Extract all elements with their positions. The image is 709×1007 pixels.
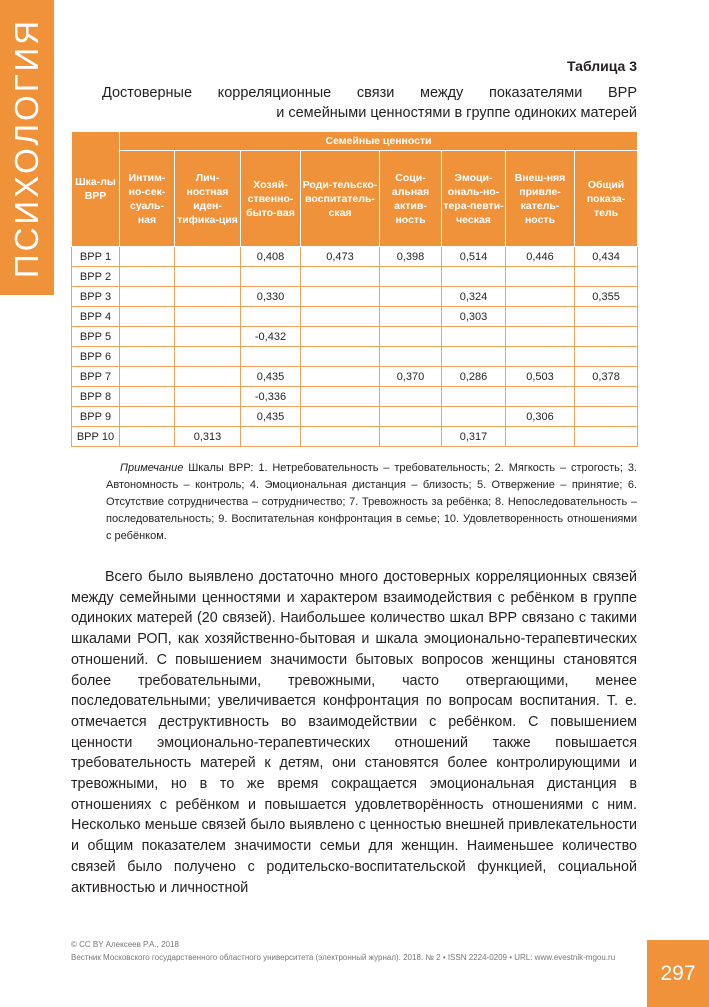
table-cell <box>241 267 301 287</box>
table-cell <box>380 347 442 367</box>
column-header: Общий показа-тель <box>575 151 638 247</box>
note-lead: Примечание <box>120 462 184 474</box>
table-row <box>72 327 638 347</box>
table-cell <box>175 307 241 327</box>
table-cell: 0,435 <box>241 367 301 387</box>
table-cell <box>442 327 506 347</box>
table-cell <box>175 247 241 267</box>
table-cell <box>442 387 506 407</box>
table-cell <box>120 427 175 447</box>
table-label: Таблица 3 <box>566 58 637 74</box>
table-cell <box>506 287 575 307</box>
group-header: Семейные ценности <box>120 132 638 151</box>
table-cell <box>120 327 175 347</box>
table-cell: 0,514 <box>442 247 506 267</box>
table-cell <box>575 347 638 367</box>
table-cell: 0,313 <box>175 427 241 447</box>
table-cell <box>301 327 380 347</box>
row-label: ВРР 8 <box>72 387 120 407</box>
table-cell: 0,286 <box>442 367 506 387</box>
row-label: ВРР 1 <box>72 247 120 267</box>
footer <box>71 938 615 964</box>
table-cell: 0,473 <box>301 247 380 267</box>
table-cell <box>380 307 442 327</box>
table-cell <box>575 327 638 347</box>
row-label: ВРР 10 <box>72 427 120 447</box>
table-cell <box>241 347 301 367</box>
row-label: ВРР 6 <box>72 347 120 367</box>
table-cell <box>442 267 506 287</box>
table-cell: 0,408 <box>241 247 301 267</box>
table-cell: 0,370 <box>380 367 442 387</box>
body-paragraph-text: Всего было выявлено достаточно много достоверных корреляционных связей между семейными ценностями и характером взаимодействия с ребёнком в группе одиноких матерей (20 связей). Наибольшее количество шкал ВРР связано с такими шкалами РОП, как хозяйственно-бытовая и шкала эмоционально-терапевтических отношений. С повышением значимости бытовых вопросов женщины становятся более требовательными, тревожными, часто отвергающими, менее последовательными; увеличивается конфронтация по вопросам воспитания. Т. е. отмечается деструктивность во взаимодействии с ребёнком. С повышением ценности эмоционально-терапевтических отношений также повышается требовательность матерей к детям, они становятся более контролирующими и тревожными, но в то же время сокращается эмоциональная дистанция в отношениях с ребёнком и повышается удовлетворённость отношениями с ним. Несколько меньше связей было выявлено с ценностью внешней привлекательности и общим показателем значимости семьи для женщин. Наименьшее количество связей было получено с родительско-воспитательской функцией, социальной активностью и личностной <box>71 569 637 896</box>
table-cell <box>241 307 301 327</box>
column-header: Внеш-няя привле-катель-ность <box>506 151 575 247</box>
table-row <box>72 367 638 387</box>
table-cell <box>575 427 638 447</box>
body-paragraph <box>71 567 637 898</box>
table-cell <box>120 287 175 307</box>
table-cell <box>506 327 575 347</box>
table-note <box>106 460 637 545</box>
table-row <box>72 267 638 287</box>
column-header: Роди-тельско-воспитатель-ская <box>301 151 380 247</box>
table-cell: 0,330 <box>241 287 301 307</box>
table-cell <box>506 267 575 287</box>
table-cell <box>442 347 506 367</box>
table-cell: 0,317 <box>442 427 506 447</box>
table-cell <box>175 387 241 407</box>
table-row <box>72 387 638 407</box>
table-caption-line-1: Достоверные корреляционные связи между показателями ВРР <box>102 85 637 101</box>
table-cell <box>175 407 241 427</box>
table-cell <box>120 347 175 367</box>
table-cell: 0,398 <box>380 247 442 267</box>
row-label: ВРР 2 <box>72 267 120 287</box>
table-cell <box>120 367 175 387</box>
column-header: Соци-альная актив-ность <box>380 151 442 247</box>
table-cell: 0,306 <box>506 407 575 427</box>
table-cell: 0,303 <box>442 307 506 327</box>
section-title-text: ПСИХОЛОГИЯ <box>8 17 46 278</box>
table-cell <box>301 367 380 387</box>
table-cell <box>175 287 241 307</box>
table-cell: 0,446 <box>506 247 575 267</box>
table-cell: 0,324 <box>442 287 506 307</box>
table-cell <box>301 267 380 287</box>
table-cell <box>301 407 380 427</box>
table-caption <box>102 83 637 123</box>
table-cell <box>175 267 241 287</box>
table-cell <box>120 387 175 407</box>
table-row <box>72 247 638 267</box>
column-header: Лич-ностная иден-тифика-ция <box>175 151 241 247</box>
table-cell <box>575 407 638 427</box>
column-header: Эмоци-ональ-но-тера-певти-ческая <box>442 151 506 247</box>
table-cell <box>506 307 575 327</box>
table-cell: 0,434 <box>575 247 638 267</box>
table-cell <box>380 387 442 407</box>
table-cell <box>380 287 442 307</box>
table-cell <box>175 367 241 387</box>
table-cell <box>575 387 638 407</box>
page-number: 297 <box>647 940 709 1007</box>
table-cell <box>575 267 638 287</box>
table-cell <box>380 267 442 287</box>
table-cell: -0,432 <box>241 327 301 347</box>
table-cell <box>380 327 442 347</box>
table-cell: -0,336 <box>241 387 301 407</box>
table-cell <box>442 407 506 427</box>
table-cell <box>120 247 175 267</box>
footer-journal: Вестник Московского государственного областного университета (электронный журнал). 2018. № 2 • ISSN 2224-0209 • URL: www.evestnik-mgou.ru <box>71 953 616 962</box>
table-cell <box>380 427 442 447</box>
table-cell <box>301 387 380 407</box>
table-cell <box>506 347 575 367</box>
table-cell <box>380 407 442 427</box>
table-cell: 0,378 <box>575 367 638 387</box>
table-cell <box>575 307 638 327</box>
row-label: ВРР 9 <box>72 407 120 427</box>
scale-header: Шка-лы ВРР <box>72 132 120 247</box>
table-cell <box>301 307 380 327</box>
table-row <box>72 347 638 367</box>
table-cell <box>120 307 175 327</box>
table-row <box>72 287 638 307</box>
note-text: Шкалы ВРР: 1. Нетребовательность – требовательность; 2. Мягкость – строгость; 3. Автономность – контроль; 4. Эмоциональная дистанция – близость; 5. Отвержение – принятие; 6. Отсутствие сотрудничества – сотрудничество; 7. Тревожность за ребёнка; 8. Непоследовательность – последовательность; 9. Воспитательная конфронтация в семье; 10. Удовлетворенность отношениями с ребёнком. <box>106 462 637 542</box>
table-cell: 0,435 <box>241 407 301 427</box>
section-title-vertical <box>0 0 54 295</box>
table-cell <box>175 327 241 347</box>
table-row <box>72 407 638 427</box>
table-cell: 0,503 <box>506 367 575 387</box>
row-label: ВРР 7 <box>72 367 120 387</box>
footer-license: © CC BY Алексеев Р.А., 2018 <box>71 940 179 949</box>
table-caption-line-2: и семейными ценностями в группе одиноких матерей <box>276 105 637 121</box>
row-label: ВРР 4 <box>72 307 120 327</box>
row-label: ВРР 3 <box>72 287 120 307</box>
table-cell <box>120 267 175 287</box>
table-cell: 0,355 <box>575 287 638 307</box>
table-cell <box>506 387 575 407</box>
table-cell <box>506 427 575 447</box>
column-header: Интим-но-сек-суаль-ная <box>120 151 175 247</box>
table-cell <box>301 427 380 447</box>
table-row <box>72 427 638 447</box>
table-row <box>72 307 638 327</box>
row-label: ВРР 5 <box>72 327 120 347</box>
table-cell <box>301 287 380 307</box>
table-cell <box>241 427 301 447</box>
table-cell <box>120 407 175 427</box>
column-header: Хозяй-ственно-быто-вая <box>241 151 301 247</box>
table-cell <box>175 347 241 367</box>
correlation-table <box>71 131 638 447</box>
table-cell <box>301 347 380 367</box>
